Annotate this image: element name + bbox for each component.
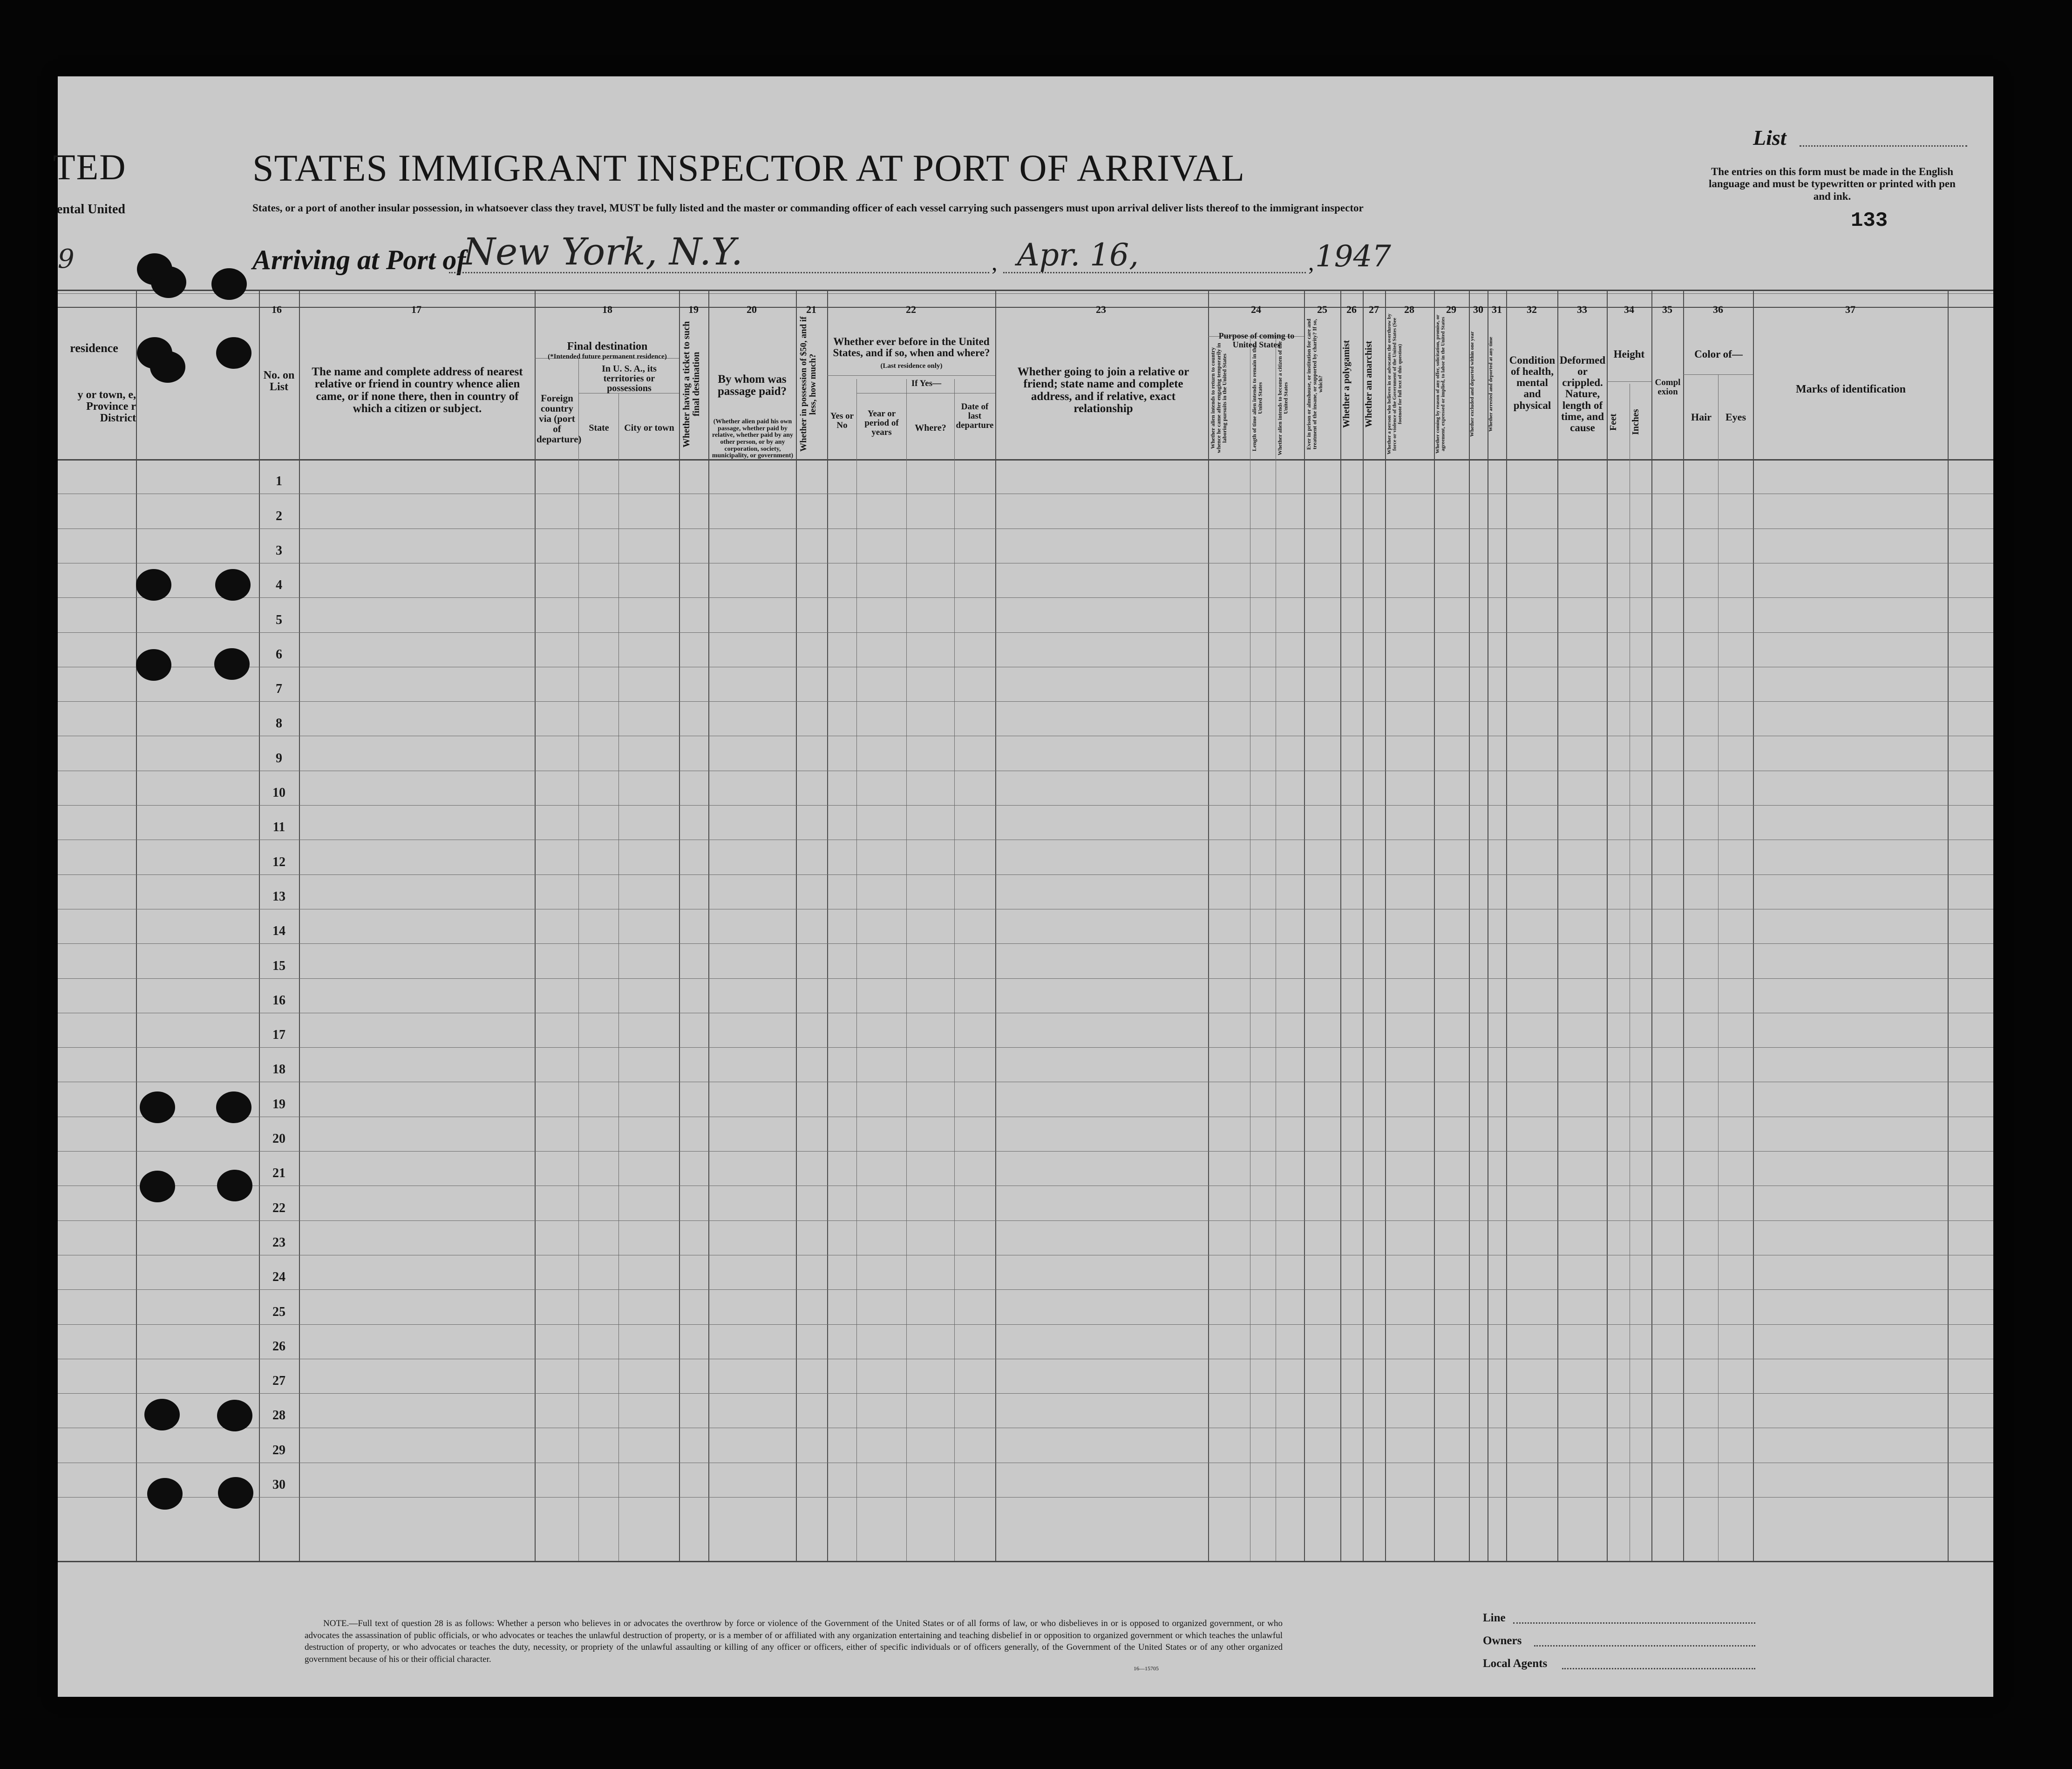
- col24-c: Whether alien intends to become a citizen of the United States: [1277, 341, 1289, 455]
- row-number: 25: [272, 1304, 285, 1319]
- col16-header: No. on List: [263, 369, 295, 393]
- col18-foreign: Foreign country via (port of departure): [537, 393, 582, 445]
- col-line: [708, 290, 709, 1561]
- col20-title: By whom was passage paid?: [718, 373, 787, 398]
- col22-date: Date of last departure: [956, 402, 994, 430]
- colnum-27: 27: [1369, 304, 1379, 315]
- row-number: 10: [272, 786, 285, 800]
- col-line: [906, 379, 907, 1561]
- header-rule: [1683, 374, 1753, 375]
- colnum-36: 36: [1713, 304, 1723, 315]
- row-number: 2: [276, 508, 282, 523]
- row-number: 24: [272, 1270, 285, 1285]
- col-line: [796, 290, 797, 1561]
- row-number: 14: [272, 924, 285, 939]
- col27-header: Whether an anarchist: [1364, 341, 1374, 427]
- col22-title: Whether ever before in the United States, and if so, when and where?: [833, 336, 990, 359]
- punch-hole: [140, 1091, 175, 1123]
- col34-inches: Inches: [1630, 409, 1641, 435]
- col25-header: Ever in prison or almshouse, or institution for care and treatment of the insane, or supported by charity? If so, which?: [1305, 319, 1324, 450]
- punch-hole: [147, 1478, 183, 1510]
- col-line: [679, 290, 680, 1561]
- col24-title: Purpose of coming to United States: [1218, 331, 1295, 349]
- row-number: 16: [272, 993, 285, 1008]
- col-line: [1651, 290, 1652, 1561]
- row-number: 17: [272, 1028, 285, 1043]
- col24-a: Whether alien intends to return to country whence he came after engaging temporarily in laboring pursuits in the United States: [1209, 343, 1228, 454]
- header-bottom-border: [58, 459, 1993, 461]
- row-number: 9: [276, 751, 282, 766]
- column-number-divider: [58, 307, 1993, 308]
- row-number: 22: [272, 1200, 285, 1215]
- row-number: 1: [276, 474, 282, 489]
- row-number: 12: [272, 854, 285, 869]
- header-rule: [1607, 381, 1651, 382]
- col-line: [535, 290, 536, 1561]
- col-line: [1718, 374, 1719, 1561]
- punch-hole: [217, 1170, 252, 1201]
- row-number: 21: [272, 1166, 285, 1181]
- table-top-border-2: [58, 293, 1993, 294]
- col-line: [1304, 290, 1305, 1561]
- col-line: [618, 393, 619, 1561]
- col22-where: Where?: [915, 423, 946, 433]
- col-line: [1340, 290, 1341, 1561]
- col18-title: Final destination: [567, 340, 648, 352]
- row-rule: [58, 597, 1993, 598]
- colnum-21: 21: [806, 304, 816, 315]
- row-rule: [58, 1289, 1993, 1290]
- col-line: [954, 379, 955, 1561]
- colnum-18: 18: [602, 304, 612, 315]
- residence-detail-fragment: y or town, e, Province r District: [77, 389, 136, 425]
- colnum-28: 28: [1404, 304, 1414, 315]
- col34-feet: Feet: [1608, 413, 1618, 431]
- colnum-32: 32: [1527, 304, 1537, 315]
- col-line: [299, 290, 300, 1561]
- col28-header: Whether a person who believes in or advocates the overthrow by force or violence of the Government of the United States (See footnote for full text of this question): [1386, 313, 1403, 455]
- row-rule: [58, 1151, 1993, 1152]
- col21-header: Whether in possession of $50, and if less, how much?: [799, 316, 818, 452]
- row-number: 28: [272, 1408, 285, 1423]
- comma-2: ,: [1308, 249, 1314, 275]
- row-number: 15: [272, 958, 285, 973]
- manifest-sheet: [53, 76, 1993, 1697]
- punch-hole: [150, 351, 185, 383]
- col17-header: The name and complete address of nearest relative or friend in country whence alien came, or if none there, then in country of which a citizen or subject.: [312, 366, 523, 415]
- colnum-17: 17: [411, 304, 421, 315]
- punch-hole: [136, 649, 171, 681]
- page-subtitle: States, or a port of another insular possession, in whatsoever class they travel, MUST be fully listed and the master or commanding officer of each vessel carrying such passengers must upon arrival deliver lists thereof to the immigrant inspector: [252, 202, 1364, 214]
- punch-hole: [218, 1477, 253, 1509]
- colnum-23: 23: [1096, 304, 1106, 315]
- col-line: [578, 358, 579, 1561]
- row-number: 27: [272, 1374, 285, 1389]
- left-subtitle-fragment: ental United: [57, 202, 125, 217]
- col32-header: Condition of health, mental and physical: [1509, 354, 1556, 411]
- col22-years: Year or period of years: [864, 409, 899, 437]
- col-line: [1363, 290, 1364, 1561]
- page-number: 133: [1851, 209, 1888, 232]
- col23-header: Whether going to join a relative or friend; state name and complete address, and if relative, exact relationship: [1017, 366, 1189, 415]
- agents-label: Local Agents: [1483, 1657, 1548, 1670]
- col-line: [1683, 290, 1684, 1561]
- col20-note: (Whether alien paid his own passage, whether paid by relative, whether paid by any other person, or by any corporation, society, municipality, or government): [712, 418, 794, 460]
- punch-hole: [136, 569, 171, 601]
- colnum-31: 31: [1492, 304, 1502, 315]
- row-number: 18: [272, 1062, 285, 1077]
- row-rule: [58, 805, 1993, 806]
- row-rule: [58, 874, 1993, 875]
- form-notice: The entries on this form must be made in the English language and must be typewritten or printed with pen and ink.: [1709, 166, 1956, 202]
- colnum-26: 26: [1346, 304, 1357, 315]
- colnum-33: 33: [1577, 304, 1587, 315]
- table-bottom-border: [58, 1561, 1993, 1562]
- year-value: 1947: [1315, 239, 1391, 274]
- punch-hole: [216, 1091, 251, 1123]
- line-label: Line: [1483, 1612, 1506, 1624]
- agents-rule: [1562, 1668, 1755, 1669]
- col36-hair: Hair: [1691, 411, 1712, 423]
- colnum-20: 20: [747, 304, 757, 315]
- col-line: [1948, 290, 1949, 1561]
- col-line: [259, 290, 260, 1561]
- punch-hole: [140, 1171, 175, 1202]
- punch-hole: [216, 337, 251, 369]
- col-line: [995, 290, 996, 1561]
- col18-note: (*Intended future permanent residence): [548, 353, 667, 360]
- col-line: [1385, 290, 1386, 1561]
- col-line: [1434, 290, 1435, 1561]
- row-rule: [58, 1047, 1993, 1048]
- date-value: Apr. 16,: [1017, 237, 1139, 273]
- row-number: 23: [272, 1235, 285, 1250]
- owners-label: Owners: [1483, 1634, 1522, 1647]
- row-rule: [58, 943, 1993, 944]
- col-line: [1753, 290, 1754, 1561]
- col-line: [1506, 290, 1507, 1561]
- col29-header: Whether coming by reason of any offer, solicitation, promise, or agreement, expressed or implied, to labor in the United States: [1435, 314, 1446, 454]
- row-number: 13: [272, 889, 285, 904]
- row-rule: [58, 1497, 1993, 1498]
- punch-hole: [217, 1400, 252, 1431]
- form-code: 16—15705: [1134, 1665, 1159, 1672]
- list-label: List: [1753, 126, 1787, 149]
- page-title: STATES IMMIGRANT INSPECTOR AT PORT OF ARRIVAL: [252, 147, 1245, 189]
- col26-header: Whether a polygamist: [1341, 340, 1352, 428]
- punch-hole: [144, 1399, 180, 1430]
- punch-hole: [214, 648, 250, 680]
- col35-header: Complexion: [1655, 378, 1681, 397]
- row-rule: [58, 1220, 1993, 1221]
- row-rule: [58, 978, 1993, 979]
- col33-header: Deformed or crippled. Nature, length of time, and cause: [1559, 354, 1606, 434]
- row-number: 3: [276, 543, 282, 558]
- col18-city: City or town: [624, 423, 674, 433]
- col18-state: State: [589, 423, 609, 433]
- line-rule: [1513, 1622, 1755, 1624]
- col-line: [827, 290, 828, 1561]
- colnum-19: 19: [688, 304, 699, 315]
- residence-header-fragment: residence: [70, 341, 118, 355]
- col22-yes-no: Yes or No: [830, 411, 854, 430]
- row-number: 8: [276, 716, 282, 731]
- col-line: [856, 379, 857, 1561]
- punch-hole: [215, 569, 251, 601]
- row-number: 11: [272, 820, 285, 835]
- row-rule: [58, 1324, 1993, 1325]
- row-number: 19: [272, 1097, 285, 1112]
- row-number: 26: [272, 1339, 285, 1354]
- comma-1: ,: [992, 249, 998, 275]
- list-line: [1800, 145, 1967, 147]
- row-rule: [58, 632, 1993, 633]
- header-rule: [827, 375, 995, 376]
- row-number: 29: [272, 1443, 285, 1457]
- colnum-37: 37: [1845, 304, 1855, 315]
- col31-header: Whether arrested and deported at any time: [1488, 337, 1494, 432]
- footnote: NOTE.—Full text of question 28 is as follows: Whether a person who believes in or advocates the overthrow by force or violence of the Government of the United States or of all forms of law, or who disbelieves in or is opposed to organized government, or who advocates the assassination of public officials, or who advocates or teaches the unlawful destruction of property, or is a member of or affiliated with any organization entertaining and teaching disbelief in or opposition to organized government or which teaches the unlawful destruction of property, or who advocates or teaches the duty, necessity, or propriety of the unlawful assaulting or killing of any officer or officers, either of specific individuals or of officers generally, of the Government of the United States or of any other organized government because of his or their official character.: [305, 1619, 1283, 1664]
- port-value: New York, N.Y.: [463, 230, 743, 273]
- row-number: 20: [272, 1132, 285, 1146]
- row-number: 7: [276, 682, 282, 697]
- colnum-24: 24: [1251, 304, 1261, 315]
- colnum-22: 22: [906, 304, 916, 315]
- col22-note: (Last residence only): [880, 362, 943, 370]
- col30-header: Whether excluded and deported within one year: [1469, 331, 1475, 437]
- col-line: [136, 290, 137, 1561]
- col24-b: Length of time alien intends to remain in the United States: [1251, 345, 1264, 451]
- row-number: 4: [276, 578, 282, 593]
- col18-usa: In U. S. A., its territories or possessions: [602, 364, 657, 393]
- colnum-25: 25: [1317, 304, 1327, 315]
- col-line: [1208, 290, 1209, 1561]
- col37-header: Marks of identification: [1796, 383, 1906, 395]
- colnum-30: 30: [1473, 304, 1483, 315]
- colnum-35: 35: [1662, 304, 1672, 315]
- col34-title: Height: [1613, 348, 1645, 360]
- arriving-label: Arriving at Port of: [252, 244, 466, 275]
- table-top-border: [58, 290, 1993, 291]
- punch-hole: [211, 268, 247, 300]
- row-rule: [58, 1393, 1993, 1394]
- col-line: [1469, 290, 1470, 1561]
- row-rule: [58, 701, 1993, 702]
- row-number: 5: [276, 612, 282, 627]
- col-line: [1607, 290, 1608, 1561]
- colnum-29: 29: [1446, 304, 1456, 315]
- colnum-16: 16: [272, 304, 282, 315]
- col22-if-yes: If Yes—: [911, 379, 942, 388]
- left-number-fragment: 9: [58, 244, 75, 274]
- colnum-34: 34: [1624, 304, 1634, 315]
- col36-title: Color of—: [1694, 348, 1743, 360]
- punch-hole: [151, 266, 186, 298]
- row-number: 6: [276, 647, 282, 662]
- owners-rule: [1534, 1645, 1755, 1647]
- row-number: 30: [272, 1478, 285, 1492]
- left-title-fragment: TED: [53, 147, 127, 187]
- col-line: [1557, 290, 1558, 1561]
- col19-header: Whether having a ticket to such final destination: [681, 321, 701, 447]
- col36-eyes: Eyes: [1726, 411, 1746, 423]
